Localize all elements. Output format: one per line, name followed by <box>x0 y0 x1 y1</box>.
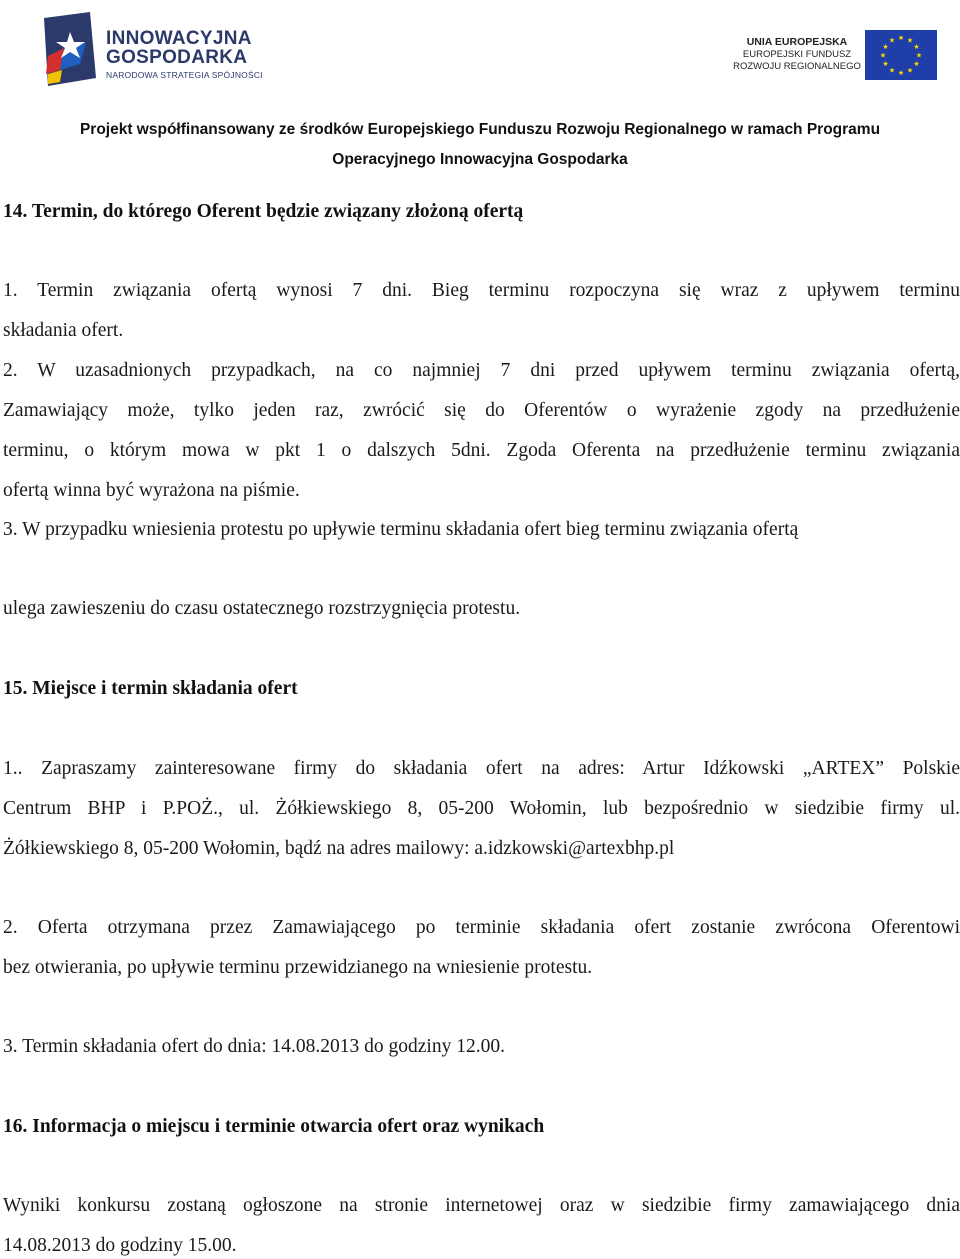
svg-text:★: ★ <box>913 60 920 68</box>
section-15-paragraph-2-line-2: bez otwierania, po upływie terminu przewidzianego na wniesienie protestu. <box>3 957 593 978</box>
svg-text:★: ★ <box>882 60 889 68</box>
svg-text:★: ★ <box>906 66 914 75</box>
section-15-heading: 15. Miejsce i termin składania ofert <box>3 678 298 699</box>
project-info-line2: Operacyjnego Innowacyjna Gospodarka <box>332 151 628 168</box>
ig-logo-line1: INNOWACYJNA <box>106 28 252 49</box>
svg-text:★: ★ <box>913 43 920 51</box>
svg-text:★: ★ <box>882 43 889 51</box>
section-14-paragraph-1-line-2: składania ofert. <box>3 320 124 341</box>
section-14-paragraph-2-line-3: terminu, o którym mowa w pkt 1 o dalszych 5dni. Zgoda Oferenta na przedłużenie terminu związania <box>3 440 960 461</box>
section-14-heading: 14. Termin, do którego Oferent będzie związany złożoną ofertą <box>3 201 524 222</box>
section-15-paragraph-3-line-1: 3. Termin składania ofert do dnia: 14.08.2013 do godziny 12.00. <box>3 1036 505 1057</box>
svg-text:★: ★ <box>888 66 896 75</box>
section-15-paragraph-1-line-2: Centrum BHP i P.POŻ., ul. Żółkiewskiego 8, 05-200 Wołomin, lub bezpośrednio w siedzibie firmy ul. <box>3 798 960 819</box>
project-info-line1: Projekt współfinansowany ze środków Europejskiego Funduszu Rozwoju Regionalnego w ramach Programu <box>79 121 881 138</box>
section-14-paragraph-1-line-1: 1. Termin związania ofertą wynosi 7 dni. Bieg terminu rozpoczyna się wraz z upływem terminu <box>3 280 960 301</box>
section-14-paragraph-3-line-1: 3. W przypadku wniesienia protestu po upływie terminu składania ofert bieg terminu związania ofertą <box>3 519 799 540</box>
svg-text:★: ★ <box>888 36 896 45</box>
eu-wordmark <box>733 36 861 73</box>
eu-logo-line2: EUROPEJSKI FUNDUSZ <box>742 49 852 60</box>
ig-logo-line2: GOSPODARKA <box>106 47 248 68</box>
section-15-paragraph-1-line-1: 1.. Zapraszamy zainteresowane firmy do składania ofert na adres: Artur Idźkowski „ARTEX” Polskie <box>3 758 960 779</box>
innowacyjna-gospodarka-wordmark <box>106 29 263 81</box>
svg-text:★: ★ <box>879 51 887 60</box>
svg-text:★: ★ <box>897 69 905 77</box>
eu-flag-icon <box>865 30 937 80</box>
section-16-paragraph-1-line-1: Wyniki konkursu zostaną ogłoszone na stronie internetowej oraz w siedzibie firmy zamawiającego dnia <box>3 1195 960 1216</box>
section-14-paragraph-2-line-4: ofertą winna być wyrażona na piśmie. <box>3 480 300 501</box>
svg-text:★: ★ <box>915 51 923 60</box>
eu-logo-line1: UNIA EUROPEJSKA <box>746 36 848 48</box>
svg-text:★: ★ <box>897 34 905 42</box>
section-16-heading: 16. Informacja o miejscu i terminie otwarcia ofert oraz wynikach <box>3 1116 545 1137</box>
innowacyjna-gospodarka-logo <box>40 12 280 88</box>
section-14-paragraph-3-line-2: ulega zawieszeniu do czasu ostatecznego rozstrzygnięcia protestu. <box>3 598 521 619</box>
section-15-paragraph-2-line-1: 2. Oferta otrzymana przez Zamawiającego po terminie składania ofert zostanie zwrócona Oferentowi <box>3 917 960 938</box>
eu-logo-line3: ROZWOJU REGIONALNEGO <box>733 61 861 72</box>
innowacyjna-gospodarka-emblem-icon <box>40 12 98 88</box>
page-header <box>0 0 960 100</box>
section-16-paragraph-1-line-2: 14.08.2013 do godziny 15.00. <box>3 1235 237 1256</box>
svg-text:★: ★ <box>906 36 914 45</box>
section-15-paragraph-1-line-3: Żółkiewskiego 8, 05-200 Wołomin, bądź na adres mailowy: a.idzkowski@artexbhp.pl <box>3 838 675 859</box>
section-14-paragraph-2-line-1: 2. W uzasadnionych przypadkach, na co najmniej 7 dni przed upływem terminu związania ofertą, <box>3 360 960 381</box>
section-14-paragraph-2-line-2: Zamawiający może, tylko jeden raz, zwrócić się do Oferentów o wyrażenie zgody na przedłużenie <box>3 400 960 421</box>
ig-logo-line3: NARODOWA STRATEGIA SPÓJNOŚCI <box>106 70 263 80</box>
eu-logo <box>733 30 943 82</box>
